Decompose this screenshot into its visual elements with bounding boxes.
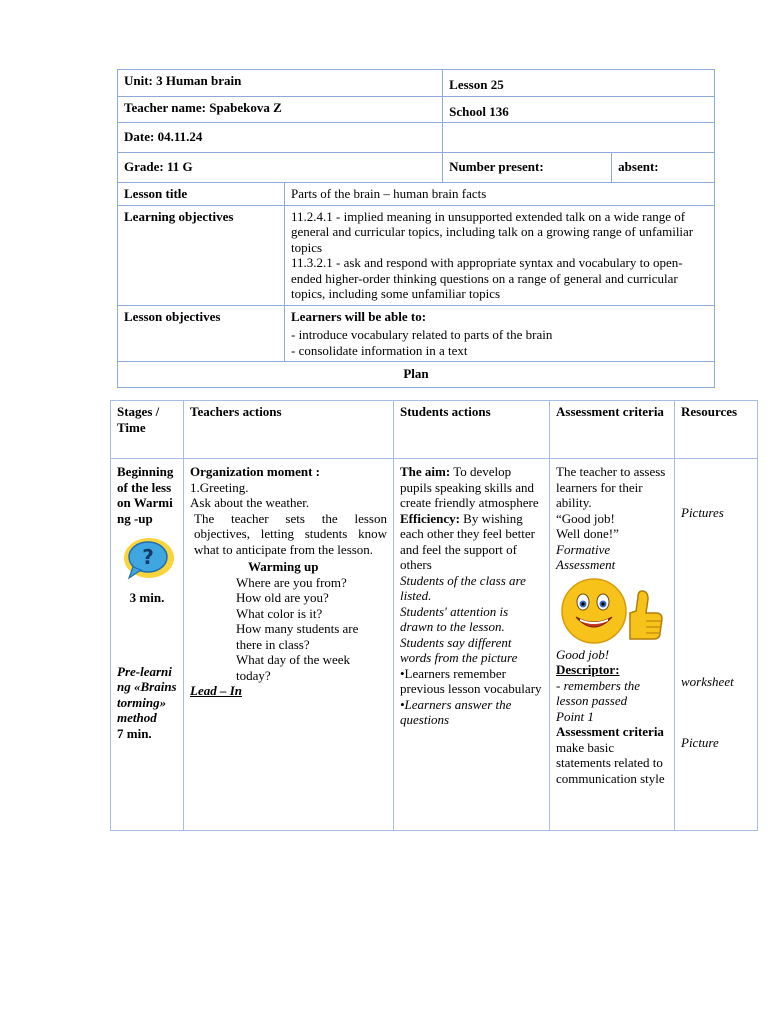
resource-picture: Picture xyxy=(681,735,719,750)
unit-text: Unit: 3 Human brain xyxy=(124,73,242,88)
assessment-criteria-text: make basic statements related to communication style xyxy=(556,739,665,786)
absent-cell xyxy=(612,153,715,183)
resource-worksheet: worksheet xyxy=(681,673,734,689)
aim-text: To develop pupils speaking skills and create friendly atmosphere xyxy=(400,464,539,510)
teachers-header-cell xyxy=(184,401,394,459)
lesson-objective-2: - consolidate information in a text xyxy=(291,342,468,358)
absent-label: absent: xyxy=(618,159,659,174)
plan-heading: Plan xyxy=(403,366,429,381)
students-listed: Students of the class are listed. xyxy=(400,572,526,603)
efficiency-label: Efficiency: xyxy=(400,510,460,526)
teacher-cell xyxy=(118,96,443,123)
students-actions-cell xyxy=(394,459,550,831)
assessment-criteria-label: Assessment criteria xyxy=(556,724,664,739)
org-moment: Organization moment : xyxy=(190,464,320,479)
resources-cell xyxy=(675,459,758,831)
lesson-title-value: Parts of the brain – human brain facts xyxy=(291,186,487,201)
warming-up-title: Warming up xyxy=(248,559,319,574)
learning-objectives-label: Learning objectives xyxy=(124,208,234,224)
stages-header-cell xyxy=(111,401,184,459)
question-5: What day of the week today? xyxy=(236,652,351,683)
stage-prelearning: Pre-learning «Brainstorming» method xyxy=(117,663,177,725)
stage-beginning: Beginning of the lesson Warming -up xyxy=(117,464,174,526)
descriptor-remembers: - remembers the lesson passed xyxy=(556,677,640,708)
learners-answer: •Learners answer the questions xyxy=(400,696,512,727)
teachers-header: Teachers actions xyxy=(190,404,282,419)
students-say-words: Students say different words from the picture xyxy=(400,634,518,665)
school-name: School 136 xyxy=(449,103,509,119)
lesson-objectives-cell xyxy=(285,305,715,362)
plan-heading-cell xyxy=(118,362,715,388)
well-done-quote: Well done!” xyxy=(556,526,619,541)
grade-text: Grade: 11 G xyxy=(124,159,193,174)
assess-text: The teacher to assess learners for their ability. xyxy=(556,464,666,510)
unit-cell xyxy=(118,70,443,97)
lesson-cell xyxy=(443,70,715,97)
grade-cell xyxy=(118,153,443,183)
learning-objectives-label-cell xyxy=(118,205,285,305)
good-job-text: Good job! xyxy=(556,646,610,662)
students-header: Students actions xyxy=(400,404,491,419)
greeting: 1.Greeting. xyxy=(190,479,249,495)
formative-assessment: Formative Assessment xyxy=(556,541,616,572)
weather: Ask about the weather. xyxy=(190,495,310,510)
students-header-cell xyxy=(394,401,550,459)
lesson-number: Lesson 25 xyxy=(449,77,504,92)
resource-pictures: Pictures xyxy=(681,505,724,520)
learning-objectives-cell xyxy=(285,205,715,305)
efficiency-text: By wishing each other they feel better and feel the support of others xyxy=(400,510,535,572)
stage-time-2: 7 min. xyxy=(117,725,152,741)
svg-text:?: ? xyxy=(142,545,154,569)
sets-objectives: The teacher sets the lesson objectives, letting students know what to anticipate from the lesson. xyxy=(194,510,387,557)
assessment-header: Assessment criteria xyxy=(556,404,664,419)
thumbs-up-smiley-icon xyxy=(558,577,666,645)
good-job-quote: “Good job! xyxy=(556,510,615,526)
learning-objective-1: 11.2.4.1 - implied meaning in unsupported extended talk on a wide range of general and curricular topics, including talk on a growing range of unfamiliar topics xyxy=(291,208,694,255)
stages-header: Stages / Time xyxy=(117,404,160,435)
descriptor-point: Point 1 xyxy=(556,708,594,724)
lesson-objective-1: - introduce vocabulary related to parts of the brain xyxy=(291,327,553,342)
question-1: Where are you from? xyxy=(236,574,347,590)
stages-cell xyxy=(111,459,184,831)
date-cell xyxy=(118,123,443,153)
teachers-actions-cell xyxy=(184,459,394,831)
resources-header-cell xyxy=(675,401,758,459)
learners-remember: •Learners remember previous lesson vocabulary xyxy=(400,665,542,696)
lesson-date: Date: 04.11.24 xyxy=(124,129,203,144)
assessment-header-cell xyxy=(550,401,675,459)
lead-in: Lead – In xyxy=(190,683,242,698)
question-4: How many students are there in class? xyxy=(236,621,359,652)
lesson-title-label-cell xyxy=(118,183,285,206)
number-present-label: Number present: xyxy=(449,159,544,174)
empty-cell xyxy=(443,123,715,153)
plan-table xyxy=(110,400,758,831)
lesson-title-cell xyxy=(285,183,715,206)
resources-header: Resources xyxy=(681,404,738,419)
aim-label: The aim: xyxy=(400,464,451,479)
learning-objective-2: 11.3.2.1 - ask and respond with appropriate syntax and vocabulary to open-ended higher-order thinking questions on a range of general and curricular topics, including some unfamiliar topics xyxy=(291,255,683,301)
lesson-objectives-label: Lesson objectives xyxy=(124,308,221,324)
stage-time-1: 3 min. xyxy=(129,590,165,605)
number-present-cell xyxy=(443,153,612,183)
students-attention: Students' attention is drawn to the lesson. xyxy=(400,603,509,634)
descriptor-label: Descriptor: xyxy=(556,662,620,677)
lesson-title-label: Lesson title xyxy=(124,186,188,201)
lesson-objectives-label-cell xyxy=(118,305,285,362)
efficiency-block xyxy=(400,511,543,573)
teacher-name: Teacher name: Spabekova Z xyxy=(124,99,282,115)
school-cell xyxy=(443,96,715,123)
question-bubble-icon xyxy=(121,534,175,584)
aim-block xyxy=(400,464,543,511)
lesson-header-table xyxy=(117,69,715,388)
lesson-objectives-heading: Learners will be able to: xyxy=(291,308,427,324)
question-2: How old are you? xyxy=(236,590,329,605)
assessment-cell xyxy=(550,459,675,831)
question-3: What color is it? xyxy=(236,605,323,621)
